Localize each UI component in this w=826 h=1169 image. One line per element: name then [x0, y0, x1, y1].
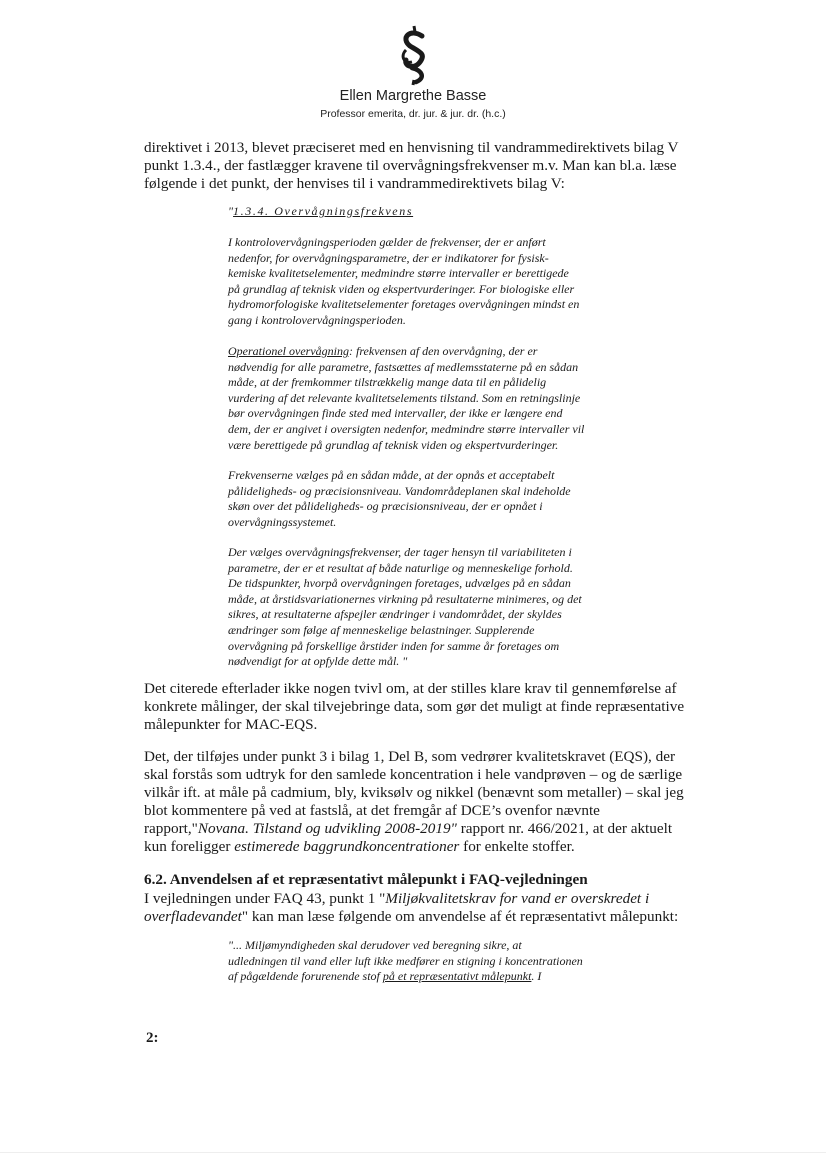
paragraph-eqs: [144, 748, 694, 856]
quote-line: måde, at der fremkommer tilstrækkelig mange data til en pålidelig: [228, 375, 547, 390]
text-segment: I vejledningen under FAQ 43, punkt 1 ": [144, 890, 386, 907]
text-line: blot kommentere på ved at fastslå, at det fremgår af DCE’s ovenfor nævnte: [144, 802, 600, 819]
text-segment: " kan man læse følgende om anvendelse af ét repræsentativt målepunkt:: [241, 908, 679, 925]
quote-line: af pågældende forurenende stof: [228, 969, 383, 984]
text-line: Det citerede efterlader ikke nogen tvivl om, at der stilles klare krav til gennemførelse af: [144, 680, 677, 697]
page-number: 2:: [146, 1030, 159, 1046]
quote-line: kemiske kvalitetselementer, medmindre større intervaller er berettigede: [228, 266, 569, 281]
text-line: følgende i det punkt, der henvises til i vandrammedirektivets bilag V:: [144, 175, 565, 192]
paragraph-intro: [144, 139, 694, 193]
quote-line: "... Miljømyndigheden skal derudover ved beregning sikre, at: [228, 938, 522, 952]
faq-title: Miljøkvalitetskrav for vand er overskredet i: [385, 890, 650, 907]
author-title: Professor emerita, dr. jur. & jur. dr. (h.c.): [320, 108, 506, 120]
text-line: skal forstås som udtryk for den samlede koncentration i hele vandprøven – og de særlige: [144, 766, 683, 783]
author-name: Ellen Margrethe Basse: [339, 88, 487, 104]
quote-line: måde, at årstidsvariationernes virkning på resultaterne minimeres, og det: [228, 591, 582, 606]
quote-line: . I: [531, 969, 542, 984]
quote-line: være berettigede på grundlag af teknisk viden og ekspertvurderinger.: [228, 437, 559, 452]
quote-paragraph-4: [228, 545, 668, 670]
text-segment: rapport,": [144, 820, 198, 837]
quote-line: Der vælges overvågningsfrekvenser, der tager hensyn til variabiliteten i: [228, 545, 572, 559]
quote-line: vurdering af det relevante kvalitetselements tilstand. Som en retningslinje: [228, 390, 581, 405]
faq-title: overfladevandet: [144, 908, 242, 925]
quote-line: udledningen til vand eller luft ikke medfører en stigning i koncentrationen: [228, 953, 583, 968]
quote-faq: [228, 938, 668, 985]
page-bottom-edge: [0, 1152, 826, 1153]
quote-open-mark: ": [228, 204, 234, 218]
quote-line: bør overvågningen finde sted med intervaller, der ikke er længere end: [228, 406, 563, 421]
text-segment: for enkelte stoffer.: [459, 838, 575, 855]
quote-line: parametre, der er et resultat af både naturlige og menneskelige forhold.: [228, 560, 573, 575]
paragraph-faq: [144, 890, 694, 926]
representative-point-term: på et repræsentativt målepunkt: [382, 969, 532, 984]
paragraph-cited: [144, 680, 694, 734]
quote-line: : frekvensen af den overvågning, der er: [348, 344, 538, 358]
quote-line: sikres, at resultaterne afspejler ændringer i vandområdet, der skyldes: [228, 607, 562, 622]
quote-line: ændringer som følge af menneskelige belastninger. Supplerende: [228, 622, 535, 637]
quote-line: gang i kontrolovervågningsperioden.: [228, 312, 406, 327]
text-line: målepunkter for MAC-EQS.: [144, 716, 318, 733]
report-title: Novana. Tilstand og udvikling 2008-2019": [197, 820, 457, 837]
quote-line: overvågningssystemet.: [228, 514, 337, 529]
quote-line: hydromorfologiske kvalitetselementer foretages overvågningen mindst en: [228, 297, 580, 312]
quote-line: De tidspunkter, hvorpå overvågningen foretages, udvælges på en sådan: [228, 576, 571, 591]
text-line: direktivet i 2013, blevet præciseret med en henvisning til vandrammedirektivets bilag V: [144, 139, 679, 156]
text-line: Det, der tilføjes under punkt 3 i bilag 1, Del B, som vedrører kvalitetskravet (EQS), der: [144, 748, 676, 765]
quote-line: nedenfor, for overvågningsparametre, der er indikatorer for fysisk-: [228, 250, 549, 265]
quote-line: overvågning på forskellige årstider inden for samme år foretages om: [228, 638, 560, 653]
text-line: konkrete målinger, der skal tilvejebringe data, som gør det muligt at finde repræsentative: [144, 698, 685, 715]
section-heading: 6.2. Anvendelsen af et repræsentativt målepunkt i FAQ-vejledningen: [144, 871, 588, 888]
quote-line: skøn over det pålideligheds- og præcisionsniveau, der er opnået i: [228, 499, 543, 514]
text-segment: rapport nr. 466/2021, at der aktuelt: [456, 820, 673, 837]
quote-line: pålideligheds- og præcisionsniveau. Vandområdeplanen skal indeholde: [228, 483, 571, 498]
operational-monitoring-term: Operationel overvågning: [228, 344, 349, 358]
quote-heading: [228, 204, 668, 220]
emphasis-text: estimerede baggrundkoncentrationer: [234, 838, 460, 855]
quote-paragraph-3: [228, 468, 668, 530]
monogram-logo-icon: [396, 24, 432, 86]
quote-heading-title: 1.3.4. Overvågningsfrekvens: [233, 204, 414, 218]
quote-paragraph-2: [228, 344, 668, 453]
quote-line: I kontrolovervågningsperioden gælder de frekvenser, der er anført: [228, 235, 546, 249]
quote-paragraph-1: [228, 235, 668, 329]
quote-line: Frekvenserne vælges på en sådan måde, at der opnås et acceptabelt: [228, 468, 555, 482]
quote-line: nødvendigt for at opfylde dette mål. ": [228, 654, 408, 669]
quote-line: nødvendig for alle parametre, fastsættes af medlemsstaterne på en sådan: [228, 359, 579, 374]
quote-line: dem, der er angivet i oversigten nedenfor, medmindre større intervaller vil: [228, 421, 585, 436]
text-line: vilkår ift. at måle på cadmium, bly, kviksølv og nikkel (benævnt som metaller) – skal jeg: [144, 784, 684, 801]
quote-line: på grundlag af teknisk viden og ekspertvurderinger. For biologiske eller: [228, 281, 575, 296]
text-line: punkt 1.3.4., der fastlægger kravene til overvågningsfrekvenser m.v. Man kan bl.a. læse: [144, 157, 677, 174]
text-segment: kun foreligger: [144, 838, 235, 855]
